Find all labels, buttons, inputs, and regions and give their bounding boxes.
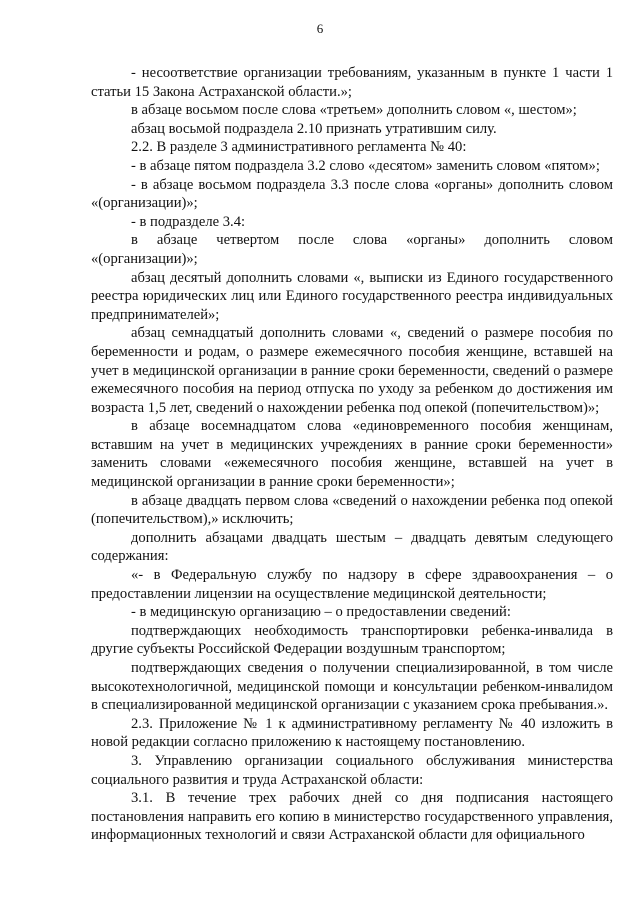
paragraph: абзац восьмой подраздела 2.10 признать утратившим силу. (131, 120, 497, 137)
paragraph: - в медицинскую организацию – о предоставлении сведений: (131, 604, 511, 621)
paragraph: - в абзаце восьмом подраздела 3.3 после слова «органы» дополнить словом «(организации)»; (91, 176, 613, 212)
paragraph: 3.1. В течение трех рабочих дней со дня подписания настоящего постановления направить его копию в министерство государственного управления, информационных технологий и связи Астраханской области для официального (91, 790, 613, 844)
paragraph: в абзаце восьмом после слова «третьем» дополнить словом «, шестом»; (131, 102, 577, 119)
paragraph: в абзаце четвертом после слова «органы» дополнить словом «(организации)»; (91, 232, 613, 267)
paragraph: 3. Управлению организации социального обслуживания министерства социального развития и труда Астраханской области: (91, 752, 613, 788)
paragraph: дополнить абзацами двадцать шестым – двадцать девятым следующего содержания: (91, 529, 613, 565)
paragraph: 2.2. В разделе 3 административного регламента № 40: (131, 139, 467, 156)
paragraph: в абзаце восемнадцатом слова «единовременного пособия женщинам, вставшим на учет в медицинских учреждениях в ранние сроки беременности» заменить словами «ежемесячного пособия женщине, вставшей на учет в медицинской организации в ранние сроки беременности»; (91, 418, 613, 491)
document-body (91, 64, 613, 845)
paragraph: 2.3. Приложение № 1 к административному регламенту № 40 изложить в новой редакции согласно приложению к настоящему постановлению. (91, 715, 613, 751)
paragraph: абзац десятый дополнить словами «, выписки из Единого государственного реестра юридических лиц или Единого государственного реестра индивидуальных предпринимателей»; (91, 269, 613, 323)
paragraph: в абзаце двадцать первом слова «сведений о нахождении ребенка под опекой (попечительством),» исключить; (91, 492, 613, 528)
paragraph: «- в Федеральную службу по надзору в сфере здравоохранения – о предоставлении лицензии на осуществление медицинской деятельности; (91, 567, 613, 602)
page-number: 6 (316, 21, 324, 36)
paragraph: подтверждающих сведения о получении специализированной, в том числе высокотехнологичной, медицинской помощи и консультации ребенком-инвалидом в специализированной медицинской организации с указанием срока пребывания.». (91, 660, 613, 714)
paragraph: - в абзаце пятом подраздела 3.2 слово «десятом» заменить словом «пятом»; (131, 157, 600, 174)
paragraph: подтверждающих необходимость транспортировки ребенка-инвалида в другие субъекты Российской Федерации воздушным транспортом; (91, 622, 613, 658)
paragraph: - несоответствие организации требованиям, указанным в пункте 1 части 1 статьи 15 Закона Астраханской области.»; (91, 65, 613, 100)
paragraph: абзац семнадцатый дополнить словами «, сведений о размере пособия по беременности и родам, о размере ежемесячного пособия женщине, вставшей на учет в медицинской организации в ранние сроки беременности, сведений о размере ежемесячного пособия на период отпуска по уходу за ребенком до достижения им возраста 1,5 лет, сведений о нахождении ребенка под опекой (попечительством)»; (91, 325, 613, 416)
paragraph: - в подразделе 3.4: (131, 213, 246, 230)
